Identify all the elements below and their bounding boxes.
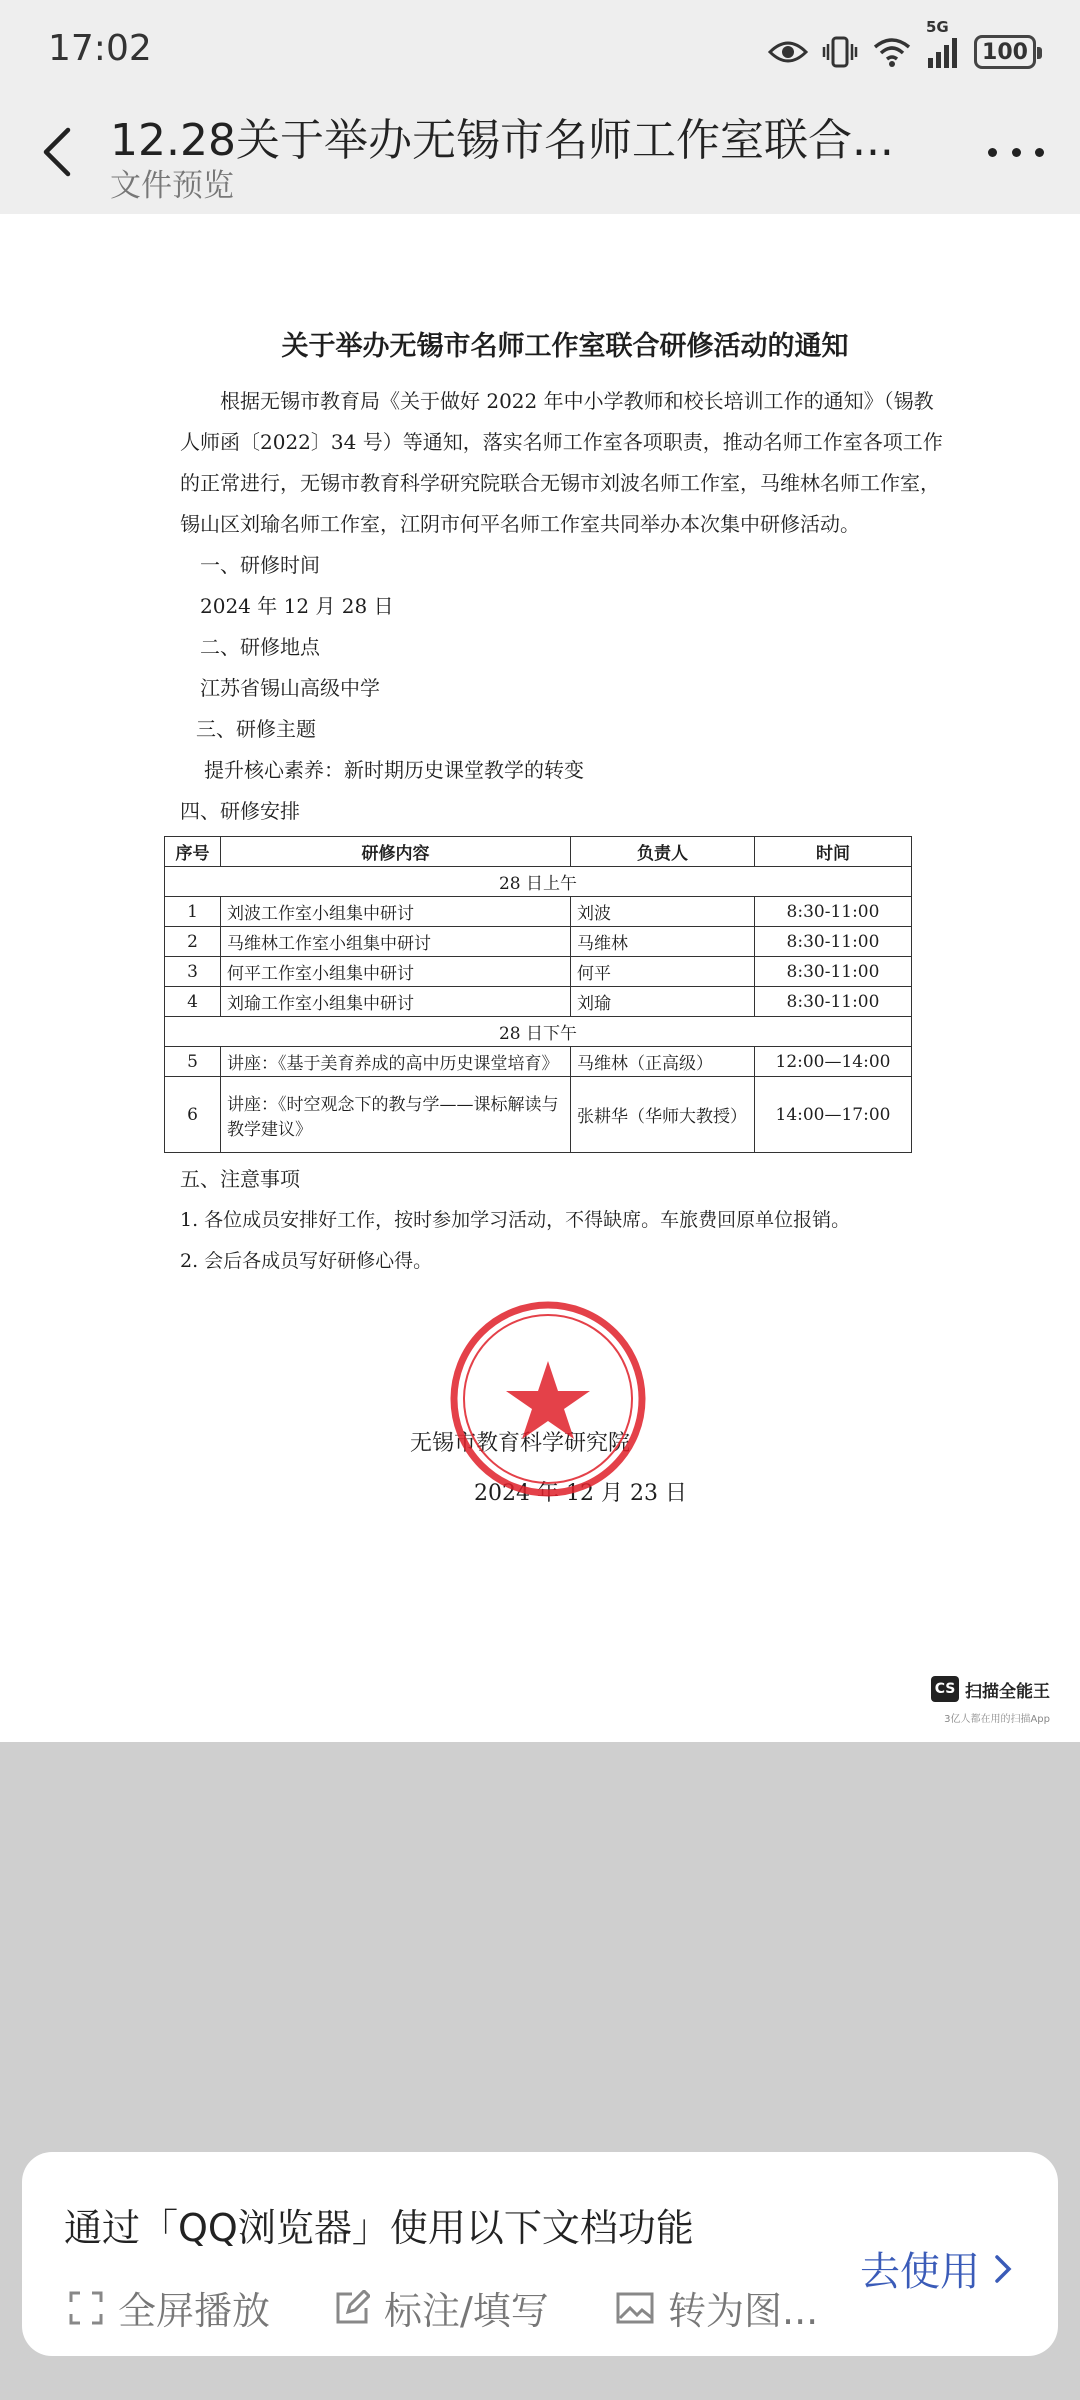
- table-row: [165, 957, 912, 987]
- official-seal-icon: [448, 1299, 648, 1499]
- edit-icon: [334, 2290, 370, 2326]
- section-pm: 28 日下午: [165, 1017, 912, 1047]
- table-cell: 12:00—14:00: [755, 1047, 912, 1077]
- issuing-organization: 无锡市教育科学研究院: [410, 1431, 631, 1456]
- note-item: 1. 各位成员安排好工作，按时参加学习活动，不得缺席。车旅费回原单位报销。: [180, 1209, 851, 1231]
- table-section-row: [165, 1017, 912, 1047]
- wifi-icon: [872, 36, 912, 68]
- table-cell: 讲座：《时空观念下的教与学——课标解读与教学建议》: [221, 1077, 571, 1153]
- fullscreen-icon: [68, 2290, 104, 2326]
- table-cell: 刘瑜工作室小组集中研讨: [221, 987, 571, 1017]
- table-cell: 8:30-11:00: [755, 987, 912, 1017]
- issue-date: 2024 年 12 月 23 日: [474, 1481, 687, 1506]
- table-cell: 马维林工作室小组集中研讨: [221, 927, 571, 957]
- back-arrow-icon[interactable]: [36, 122, 76, 182]
- table-header: 序号: [165, 837, 221, 867]
- table-cell: 马维林（正高级）: [571, 1047, 755, 1077]
- feature-annotate[interactable]: [334, 2280, 549, 2335]
- table-row: [165, 987, 912, 1017]
- document-page[interactable]: [0, 214, 1080, 1742]
- feature-label: 转为图...: [668, 2289, 819, 2333]
- table-cell: 6: [165, 1077, 221, 1153]
- table-cell: 3: [165, 957, 221, 987]
- qq-browser-promo-card[interactable]: [22, 2152, 1058, 2356]
- table-cell: 讲座：《基于美育养成的高中历史课堂培育》: [221, 1047, 571, 1077]
- table-cell: 8:30-11:00: [755, 897, 912, 927]
- document-title: 12.28关于举办无锡市名师工作室联合...: [110, 115, 894, 166]
- feature-label: 全屏播放: [118, 2289, 271, 2333]
- chevron-right-icon: [994, 2254, 1012, 2284]
- document-body: [175, 324, 950, 1282]
- network-type: [926, 18, 960, 68]
- cs-badge: CS: [931, 1676, 959, 1702]
- table-header: 研修内容: [221, 837, 571, 867]
- image-icon: [616, 2292, 654, 2324]
- status-icons: [768, 18, 1036, 74]
- schedule-table: [164, 836, 912, 1153]
- feature-fullscreen[interactable]: [68, 2280, 270, 2335]
- table-row: [165, 927, 912, 957]
- table-cell: 8:30-11:00: [755, 957, 912, 987]
- table-cell: 何平工作室小组集中研讨: [221, 957, 571, 987]
- table-row: [165, 1047, 912, 1077]
- section-value: 提升核心素养：新时期历史课堂教学的转变: [204, 758, 584, 782]
- table-section-row: [165, 867, 912, 897]
- table-cell: 张耕华（华师大教授）: [571, 1077, 755, 1153]
- document-subtitle: 文件预览: [110, 168, 234, 204]
- go-use-label: 去使用: [860, 2249, 980, 2295]
- notice-title: 关于举办无锡市名师工作室联合研修活动的通知: [281, 331, 849, 362]
- notice-intro: 根据无锡市教育局《关于做好 2022 年中小学教师和校长培训工作的通知》（锡教人师函〔2022〕34 号）等通知，落实名师工作室各项职责，推动名师工作室各项工作的正常进行，无锡市教育科学研究院联合无锡市刘波名师工作室，马维林名师工作室，锡山区刘瑜名师工作室，江阴市何平名师工作室共同举办本次集中研修活动。: [180, 389, 943, 536]
- section-heading: 五、注意事项: [180, 1167, 300, 1191]
- more-dot-icon: [1012, 148, 1021, 157]
- cs-tagline: 3亿人都在用的扫描App: [944, 1714, 1050, 1725]
- signal-icon: [926, 36, 960, 68]
- cs-app-name: 扫描全能王: [965, 1681, 1050, 1702]
- status-time: 17:02: [48, 28, 152, 69]
- table-cell: 1: [165, 897, 221, 927]
- table-row: [165, 1077, 912, 1153]
- table-cell: 14:00—17:00: [755, 1077, 912, 1153]
- eye-icon: [768, 38, 808, 66]
- table-header-row: [165, 837, 912, 867]
- title-bar: [0, 104, 1080, 214]
- table-cell: 刘瑜: [571, 987, 755, 1017]
- section-value: 江苏省锡山高级中学: [200, 676, 380, 700]
- table-cell: 刘波工作室小组集中研讨: [221, 897, 571, 927]
- table-cell: 何平: [571, 957, 755, 987]
- more-dot-icon: [988, 148, 997, 157]
- table-cell: 8:30-11:00: [755, 927, 912, 957]
- note-item: 2. 会后各成员写好研修心得。: [180, 1250, 433, 1272]
- section-value: 2024 年 12 月 28 日: [200, 594, 394, 618]
- vibrate-icon: [822, 35, 858, 69]
- network-label: 5G: [926, 18, 949, 36]
- section-heading: 二、研修地点: [200, 635, 320, 659]
- table-row: [165, 897, 912, 927]
- table-cell: 马维林: [571, 927, 755, 957]
- section-heading: 一、研修时间: [200, 553, 320, 577]
- section-am: 28 日上午: [165, 867, 912, 897]
- battery-indicator: 100: [974, 35, 1036, 69]
- scanner-watermark: [931, 1676, 1050, 1702]
- status-bar: [0, 0, 1080, 104]
- go-use-button[interactable]: [860, 2240, 1012, 2297]
- section-heading: 四、研修安排: [180, 799, 300, 823]
- feature-convert-image[interactable]: [616, 2280, 818, 2335]
- table-header: 负责人: [571, 837, 755, 867]
- more-dot-icon: [1035, 148, 1044, 157]
- promo-title: 通过「QQ浏览器」使用以下文档功能: [64, 2206, 694, 2250]
- table-header: 时间: [755, 837, 912, 867]
- table-cell: 4: [165, 987, 221, 1017]
- table-cell: 2: [165, 927, 221, 957]
- more-menu-button[interactable]: [988, 134, 1044, 170]
- table-cell: 5: [165, 1047, 221, 1077]
- section-heading: 三、研修主题: [196, 717, 316, 741]
- table-cell: 刘波: [571, 897, 755, 927]
- feature-label: 标注/填写: [384, 2289, 549, 2333]
